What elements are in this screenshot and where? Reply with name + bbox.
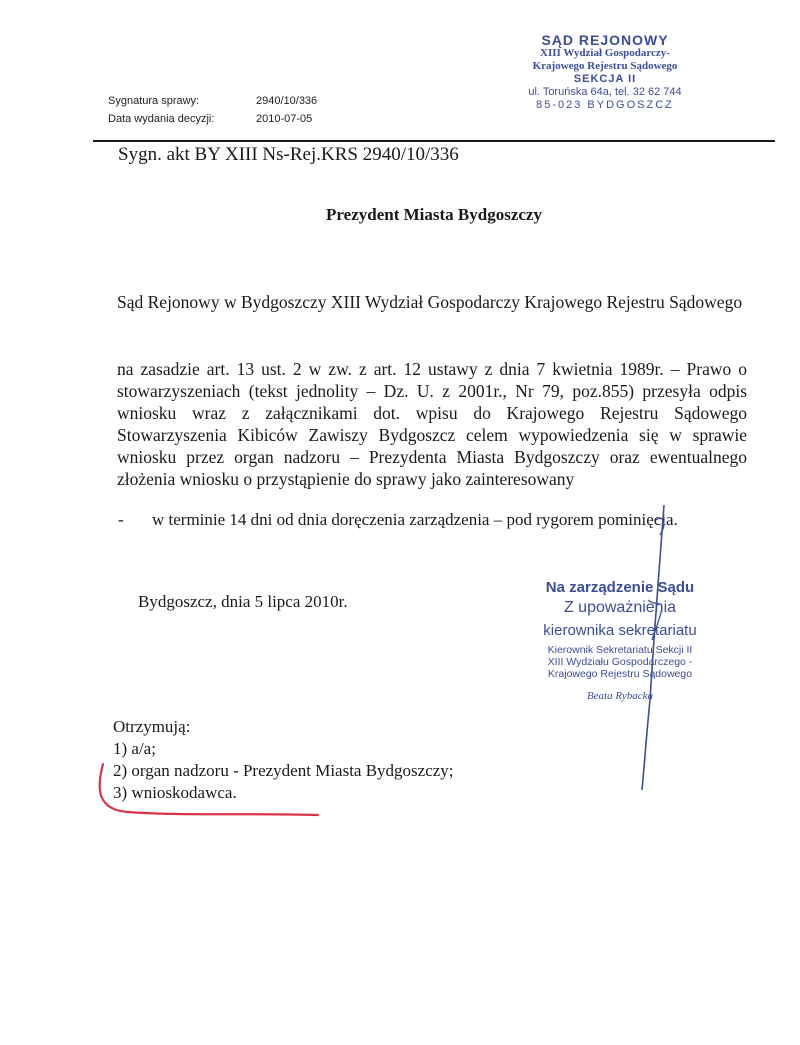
court-stamp-line-6: 85-023 BYDGOSZCZ xyxy=(536,99,674,111)
place-and-date: Bydgoszcz, dnia 5 lipca 2010r. xyxy=(138,592,348,611)
decision-date-label: Data wydania decyzji: xyxy=(108,113,215,125)
recipients-heading: Otrzymują: xyxy=(113,717,191,736)
paragraph-sender: Sąd Rejonowy w Bydgoszczy XIII Wydział Gospodarczy Krajowego Rejestru Sądowego xyxy=(117,292,743,312)
red-underline-mark xyxy=(100,764,318,815)
signature-stamp-line-1: Na zarządzenie Sądu xyxy=(545,579,695,596)
paragraph-body: na zasadzie art. 13 ust. 2 w zw. z art. 12 ustawy z dnia 7 kwietnia 1989r. – Prawo o stowarzyszeniach (tekst jednolity – Dz. U. z 2001r., Nr 79, poz.855) przesyła odpis wniosku wraz z załącznikami dot. wpisu do Krajowego Rejestru Sądowego Stowarzyszenia Kibiców Zawiszy Bydgoszcz celem wypowiedzenia się w sprawie wniosku przez organ nadzoru – Prezydenta Miasta Bydgoszczy oraz ewentualnego złożenia wniosku o przystąpienie do sprawy jako zainteresowany xyxy=(117,359,747,489)
signature-stamp-line-2: Z upoważnienia xyxy=(563,599,677,616)
case-signature: Sygn. akt BY XIII Ns-Rej.KRS 2940/10/336 xyxy=(118,144,459,165)
signature-stroke xyxy=(642,505,664,790)
recipient-item: 2) organ nadzoru - Prezydent Miasta Bydgoszczy; xyxy=(113,761,454,780)
signature-stamp-line-4: Kierownik Sekretariatu Sekcji II xyxy=(547,644,693,656)
case-number-value: 2940/10/336 xyxy=(256,95,318,107)
court-stamp-line-4: SEKCJA II xyxy=(573,73,637,85)
bullet-dash: - xyxy=(118,510,124,529)
bullet-deadline: w terminie 14 dni od dnia doręczenia zarządzenia – pod rygorem pominięcia. xyxy=(152,510,678,529)
court-stamp-line-5: ul. Toruńska 64a, tel. 32 62 744 xyxy=(528,86,682,98)
signatory-name: Beata Rybacka xyxy=(586,690,654,702)
court-stamp-line-1: SĄD REJONOWY xyxy=(541,32,669,48)
recipient-item: 3) wnioskodawca. xyxy=(113,783,237,802)
decision-date-value: 2010-07-05 xyxy=(256,113,313,125)
recipient-item: 1) a/a; xyxy=(113,739,156,758)
signature-stamp-line-5: XIII Wydziału Gospodarczego - xyxy=(547,656,693,668)
document-title: Prezydent Miasta Bydgoszczy xyxy=(326,205,542,224)
signature-stamp-line-6: Krajowego Rejestru Sądowego xyxy=(547,668,693,680)
signature-stamp-line-3: kierownika sekretariatu xyxy=(543,622,697,639)
court-stamp-line-3: Krajowego Rejestru Sądowego xyxy=(532,60,678,72)
court-stamp-line-2: XIII Wydział Gospodarczy- xyxy=(540,47,670,59)
case-number-label: Sygnatura sprawy: xyxy=(108,95,200,107)
